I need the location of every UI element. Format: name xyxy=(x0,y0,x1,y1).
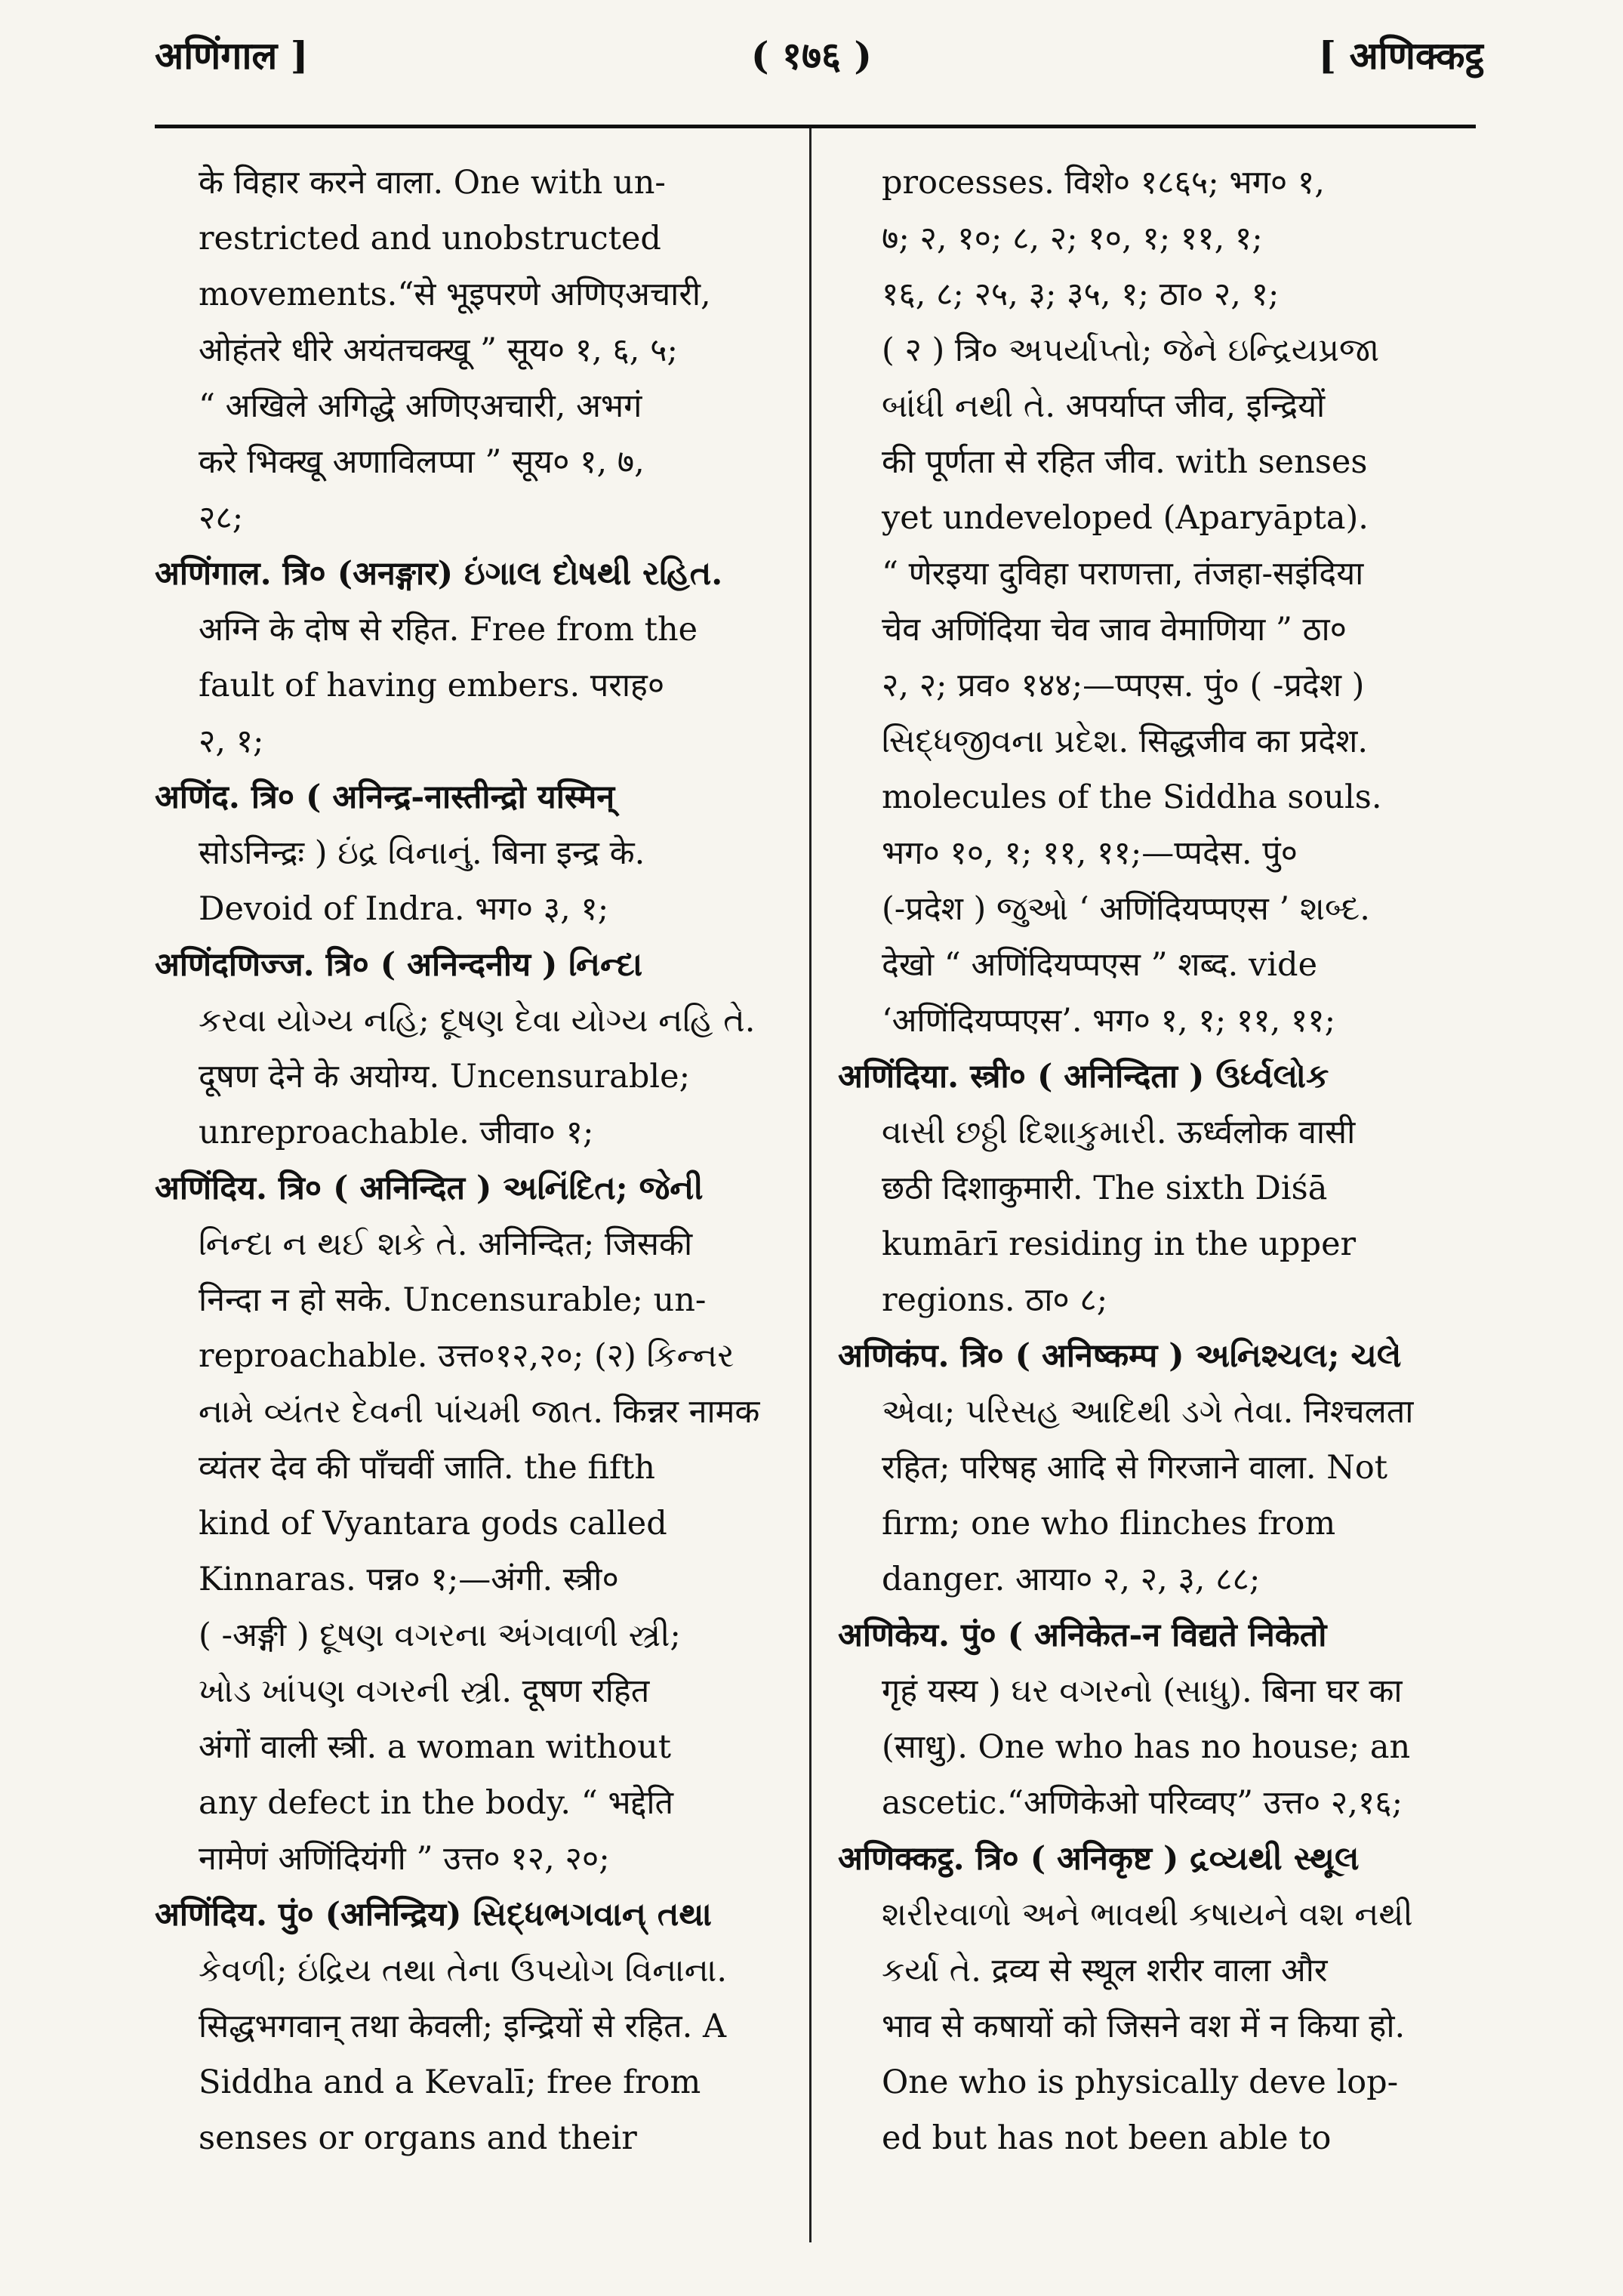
dictionary-text-line: restricted and unobstructed xyxy=(199,220,661,257)
dictionary-text-line: danger. आया० २, २, ३, ८८; xyxy=(882,1561,1261,1598)
dictionary-headword-line: अणिंदिय. त्रि० ( अनिन्दित ) અનિંદિત; જેની xyxy=(155,1170,704,1207)
dictionary-text-line: વાસી છઠ્ઠી દિશાકુમારી. ऊर्ध्वलोक वासी xyxy=(882,1114,1356,1151)
dictionary-text-line: रहित; परिषह आदि से गिरजाने वाला. Not xyxy=(882,1449,1388,1487)
dictionary-text-line: २, २; प्रव० १४४;—प्पएस. पुं० ( -प्रदेश ) xyxy=(882,667,1365,704)
dictionary-text-line: નામે વ્યંતર દેવની પાંચમી જાત. किन्नर नामक xyxy=(199,1393,760,1431)
dictionary-text-line: २८; xyxy=(199,499,244,537)
dictionary-text-line: yet undeveloped (Aparyāpta). xyxy=(882,499,1369,537)
right-column xyxy=(838,155,1480,2166)
page-header xyxy=(0,29,1623,82)
dictionary-text-line: “ अखिले अगिद्धे अणिएअचारी, अभगं xyxy=(199,387,642,425)
dictionary-text-line: देखो “ अणिंदियप्पएस ” शब्द. vide xyxy=(882,946,1318,984)
dictionary-text-line: व्यंतर देव की पाँचवीं जाति. the fifth xyxy=(199,1449,655,1487)
dictionary-text-line: unreproachable. जीवा० १; xyxy=(199,1114,594,1151)
dictionary-text-line: કેવળી; ઇંદ્રિય તથા તેના ઉપયોગ વિનાના. xyxy=(199,1952,728,1989)
dictionary-text-line: ed but has not been able to xyxy=(882,2119,1332,2157)
left-column xyxy=(155,155,793,2166)
dictionary-text-line: छठी दिशाकुमारी. The sixth Diśā xyxy=(882,1170,1328,1207)
dictionary-text-line: की पूर्णता से रहित जीव. with senses xyxy=(882,443,1368,481)
dictionary-headword-line: अणिक्कट्ठ. त्रि० ( अनिकृष्ट ) દ્રવ્યથી સ્થૂલ xyxy=(838,1840,1360,1878)
header-rule xyxy=(155,125,1476,128)
dictionary-text-line: निन्दा न हो सके. Uncensurable; un- xyxy=(199,1281,707,1319)
dictionary-text-line: નિન્દા ન થઈ શકે તે. अनिन्दित; जिसकी xyxy=(199,1225,693,1263)
dictionary-text-line: “ णेरइया दुविहा पराणत्ता, तंजहा-सइंदिया xyxy=(882,555,1364,593)
dictionary-text-line: चेव अणिंदिया चेव जाव वेमाणिया ” ठा० xyxy=(882,611,1347,649)
dictionary-text-line: करे भिक्खू अणाविलप्पा ” सूय० १, ७, xyxy=(199,443,645,481)
dictionary-text-line: ( २ ) त्रि० અપર્યાપ્તો; જેને ઇન્દ્રિયપ્રજા xyxy=(882,331,1380,369)
dictionary-headword-line: अणिंदणिज्ज. त्रि० ( अनिन्दनीय ) નિન્દા xyxy=(155,946,643,984)
dictionary-text-line: સિદ્ધજીવના પ્રદેશ. सिद्धजीव का प्रदेश. xyxy=(882,723,1369,760)
dictionary-text-line: Kinnaras. पन्न० १;—अंगी. स्त्री० xyxy=(199,1561,619,1598)
dictionary-text-line: भाव से कषायों को जिसने वश में न किया हो. xyxy=(882,2008,1406,2045)
dictionary-text-line: Devoid of Indra. भग० ३, १; xyxy=(199,890,609,928)
dictionary-headword-line: अणिंदिय. पुं० (अनिन्द्रिय) સિદ્ધભગવાન્ તથા xyxy=(155,1896,712,1934)
dictionary-text-line: molecules of the Siddha souls. xyxy=(882,778,1382,816)
dictionary-text-line: के विहार करने वाला. One with un- xyxy=(199,164,666,202)
dictionary-text-line: गृहं यस्य ) ઘર વગરનો (સાધુ). बिना घर का xyxy=(882,1672,1403,1710)
dictionary-text-line: ( -अङ्गी ) દૂષણ વગરના અંગવાળી સ્ત્રી; xyxy=(199,1616,681,1654)
dictionary-text-line: બાંધી નથી તે. अपर्याप्त जीव, इन्द्रियों xyxy=(882,387,1326,425)
dictionary-text-line: दूषण देने के अयोग्य. Uncensurable; xyxy=(199,1058,691,1096)
dictionary-text-line: ओहंतरे धीरे अयंतचक्खू ” सूय० १, ६, ५; xyxy=(199,331,678,369)
dictionary-text-line: ७; २, १०; ८, २; १०, १; ११, १; xyxy=(882,220,1263,257)
header-last-entry: [ अणिक्कट्ठ xyxy=(1318,33,1483,78)
dictionary-text-line: કર્યા તે. द्रव्य से स्थूल शरीर वाला और xyxy=(882,1952,1328,1989)
page-number: ( १७६ ) xyxy=(750,33,873,78)
dictionary-text-line: firm; one who flinches from xyxy=(882,1505,1336,1542)
dictionary-headword-line: अणिकंप. त्रि० ( अनिष्कम्प ) અનિશ્ચલ; ચલે xyxy=(838,1337,1402,1375)
dictionary-text-line: अग्नि के दोष से रहित. Free from the xyxy=(199,611,698,649)
dictionary-headword-line: अणिंगाल. त्रि० (अनङ्गार) ઇંગાલ દોષથી રહિત. xyxy=(155,555,723,593)
dictionary-text-line: Siddha and a Kevalī; free from xyxy=(199,2063,701,2101)
dictionary-text-line: (साधु). One who has no house; an xyxy=(882,1728,1411,1766)
dictionary-text-line: kind of Vyantara gods called xyxy=(199,1505,667,1542)
dictionary-text-line: regions. ठा० ८; xyxy=(882,1281,1108,1319)
dictionary-text-line: ascetic.“अणिकेओ परिव्वए” उत्त० २,१६; xyxy=(882,1784,1403,1822)
dictionary-text-line: अंगों वाली स्त्री. a woman without xyxy=(199,1728,671,1766)
dictionary-text-line: શરીરવાળો અને ભાવથી કષાયને વશ નથી xyxy=(882,1896,1413,1934)
dictionary-text-line: One who is physically deve lop- xyxy=(882,2063,1399,2101)
dictionary-text-line: ખોડ ખાંપણ વગરની સ્ત્રી. दूषण रहित xyxy=(199,1672,650,1710)
dictionary-text-line: सिद्धभगवान् तथा केवली; इन्द्रियों से रहित. A xyxy=(199,2008,727,2045)
dictionary-text-line: reproachable. उत्त०१२,२०; (२) કિન્નર xyxy=(199,1337,735,1375)
dictionary-text-line: २, १; xyxy=(199,723,264,760)
dictionary-text-line: kumārī residing in the upper xyxy=(882,1225,1357,1263)
dictionary-text-line: fault of having embers. पराह० xyxy=(199,667,665,704)
dictionary-text-line: भग० १०, १; ११, ११;—प्पदेस. पुं० xyxy=(882,834,1298,872)
dictionary-text-line: એવા; પરિસહ આદિથી ડગે તેવા. निश्चलता xyxy=(882,1393,1414,1431)
header-first-entry: अणिंगाल ] xyxy=(155,33,309,78)
dictionary-headword-line: अणिंदिया. स्त्री० ( अनिन्दिता ) ઉર્ધ્વલોક xyxy=(838,1058,1329,1096)
dictionary-text-line: movements.“से भूइपरणे अणिएअचारी, xyxy=(199,276,711,313)
dictionary-text-line: सोऽनिन्द्रः ) ઇંદ્ર વિનાનું. बिना इन्द्र के. xyxy=(199,834,645,872)
dictionary-headword-line: अणिंद. त्रि० ( अनिन्द्र-नास्तीन्द्रो यस्मिन् xyxy=(155,778,615,816)
dictionary-text-line: senses or organs and their xyxy=(199,2119,637,2157)
dictionary-text-line: કરવા યોગ્ય નહિ; દૂષણ દેવા યોગ્ય નહિ તે. xyxy=(199,1002,756,1040)
dictionary-text-line: (-प्रदेश ) જુઓ ‘ अणिंदियप्पएस ’ શબ્દ. xyxy=(882,890,1370,928)
dictionary-text-line: १६, ८; २५, ३; ३५, १; ठा० २, १; xyxy=(882,276,1280,313)
dictionary-text-line: ‘अणिंदियप्पएस’. भग० १, १; ११, ११; xyxy=(882,1002,1336,1040)
dictionary-text-line: नामेणं अणिंदियंगी ” उत्त० १२, २०; xyxy=(199,1840,610,1878)
dictionary-headword-line: अणिकेय. पुं० ( अनिकेत-न विद्यते निकेतो xyxy=(838,1616,1327,1654)
column-divider xyxy=(809,128,812,2242)
dictionary-text-line: any defect in the body. “ भद्देति xyxy=(199,1784,674,1822)
dictionary-text-line: processes. विशे० १८६५; भग० १, xyxy=(882,164,1325,202)
